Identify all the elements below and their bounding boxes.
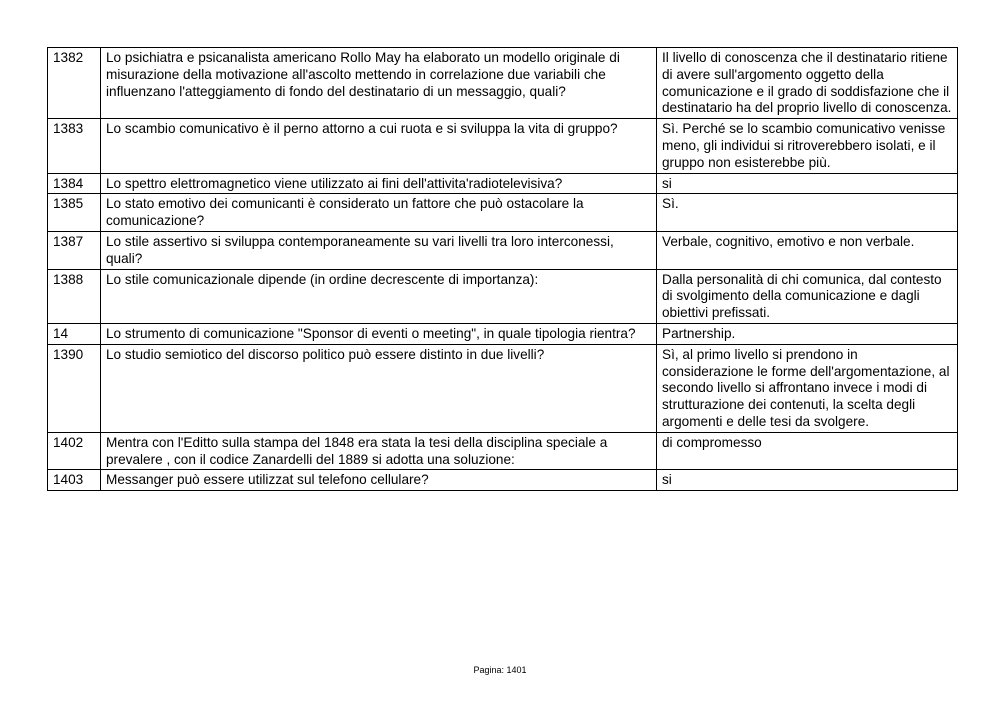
answer-cell: Partnership. bbox=[657, 323, 958, 344]
row-id-cell: 1384 bbox=[48, 173, 101, 194]
answer-cell: si bbox=[657, 470, 958, 491]
row-id-cell: 14 bbox=[48, 323, 101, 344]
question-cell: Lo spettro elettromagnetico viene utilizzato ai fini dell'attivita'radiotelevisiva? bbox=[101, 173, 657, 194]
answer-cell: Sì, al primo livello si prendono in considerazione le forme dell'argomentazione, al secondo livello si affrontano invece i modi di strutturazione dei contenuti, la scelta degli argomenti e delle tesi da svolgere. bbox=[657, 344, 958, 432]
answer-cell: Sì. bbox=[657, 194, 958, 232]
question-cell: Lo stato emotivo dei comunicanti è considerato un fattore che può ostacolare la comunicazione? bbox=[101, 194, 657, 232]
question-cell: Lo scambio comunicativo è il perno attorno a cui ruota e si sviluppa la vita di gruppo? bbox=[101, 119, 657, 173]
qa-table-body bbox=[48, 48, 958, 491]
question-cell: Lo psichiatra e psicanalista americano Rollo May ha elaborato un modello originale di misurazione della motivazione all'ascolto mettendo in correlazione due variabili che influenzano l'atteggiamento di fondo del destinatario di un messaggio, quali? bbox=[101, 48, 657, 119]
page-footer: Pagina: 1401 bbox=[473, 665, 527, 675]
row-id-cell: 1385 bbox=[48, 194, 101, 232]
table-row bbox=[48, 344, 958, 432]
row-id-cell: 1388 bbox=[48, 269, 101, 323]
question-cell: Lo strumento di comunicazione "Sponsor di eventi o meeting", in quale tipologia rientra? bbox=[101, 323, 657, 344]
row-id-cell: 1402 bbox=[48, 432, 101, 470]
table-row bbox=[48, 432, 958, 470]
answer-cell: Sì. Perché se lo scambio comunicativo venisse meno, gli individui si ritroverebbero isolati, e il gruppo non esisterebbe più. bbox=[657, 119, 958, 173]
row-id-cell: 1387 bbox=[48, 231, 101, 269]
row-id-cell: 1390 bbox=[48, 344, 101, 432]
answer-cell: Dalla personalità di chi comunica, dal contesto di svolgimento della comunicazione e dagli obiettivi prefissati. bbox=[657, 269, 958, 323]
answer-cell: Il livello di conoscenza che il destinatario ritiene di avere sull'argomento oggetto della comunicazione e il grado di soddisfazione che il destinatario ha del proprio livello di conoscenza. bbox=[657, 48, 958, 119]
table-row bbox=[48, 173, 958, 194]
question-cell: Lo studio semiotico del discorso politico può essere distinto in due livelli? bbox=[101, 344, 657, 432]
row-id-cell: 1382 bbox=[48, 48, 101, 119]
table-row bbox=[48, 48, 958, 119]
row-id-cell: 1403 bbox=[48, 470, 101, 491]
table-row bbox=[48, 470, 958, 491]
row-id-cell: 1383 bbox=[48, 119, 101, 173]
question-cell: Lo stile comunicazionale dipende (in ordine decrescente di importanza): bbox=[101, 269, 657, 323]
answer-cell: Verbale, cognitivo, emotivo e non verbale. bbox=[657, 231, 958, 269]
question-cell: Lo stile assertivo si sviluppa contemporaneamente su vari livelli tra loro interconessi, quali? bbox=[101, 231, 657, 269]
answer-cell: si bbox=[657, 173, 958, 194]
answer-cell: di compromesso bbox=[657, 432, 958, 470]
table-row bbox=[48, 323, 958, 344]
qa-table bbox=[47, 47, 958, 491]
table-row bbox=[48, 231, 958, 269]
question-cell: Messanger può essere utilizzat sul telefono cellulare? bbox=[101, 470, 657, 491]
table-row bbox=[48, 269, 958, 323]
table-row bbox=[48, 194, 958, 232]
question-cell: Mentra con l'Editto sulla stampa del 1848 era stata la tesi della disciplina speciale a prevalere , con il codice Zanardelli del 1889 si adotta una soluzione: bbox=[101, 432, 657, 470]
table-row bbox=[48, 119, 958, 173]
